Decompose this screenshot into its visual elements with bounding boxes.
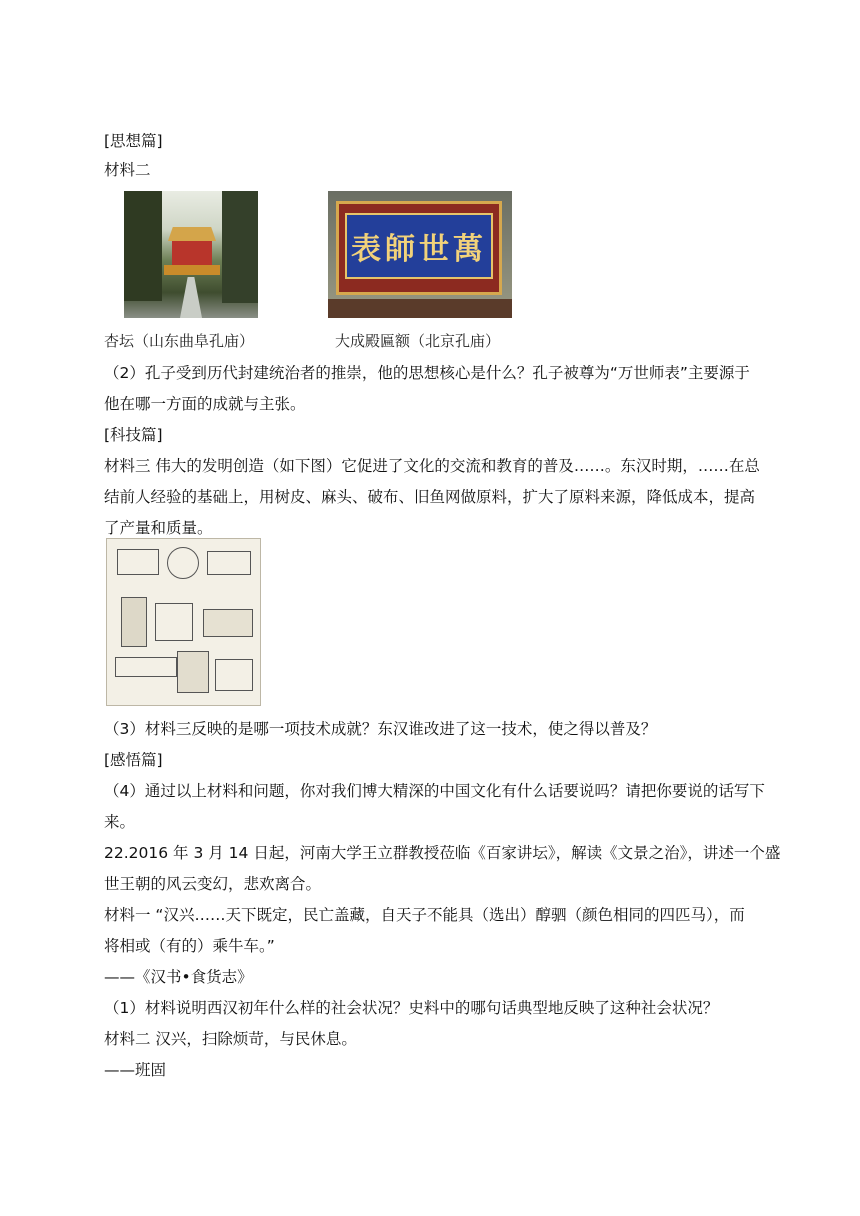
material-label: 材料二 xyxy=(104,161,151,179)
papermaking-illustration xyxy=(106,538,261,706)
material-1-line-1: 材料一 “汉兴……天下既定，民亡盖藏，自天子不能具（选出）醇驷（颜色相同的四匹马），而 xyxy=(104,906,745,924)
question-3: （3）材料三反映的是哪一项技术成就？东汉谁改进了这一技术，使之得以普及？ xyxy=(104,720,657,738)
material-3-line-1: 材料三 伟大的发明创造（如下图）它促进了文化的交流和教育的普及……。东汉时期，……在总 xyxy=(104,457,760,475)
section-heading-technology: [科技篇] xyxy=(104,426,163,444)
question-2-line-2: 他在哪一方面的成就与主张。 xyxy=(104,395,306,413)
material-2: 材料二 汉兴，扫除烦苛，与民休息。 xyxy=(104,1030,357,1048)
xingtan-caption: 杏坛（山东曲阜孔庙） xyxy=(104,332,255,350)
plaque-caption: 大成殿匾额（北京孔庙） xyxy=(335,332,501,350)
material-3-line-2: 结前人经验的基础上，用树皮、麻头、破布、旧鱼网做原料，扩大了原料来源，降低成本，提高 xyxy=(104,488,756,506)
dacheng-plaque-photo xyxy=(328,191,512,318)
section-heading-thought: [思想篇] xyxy=(104,132,163,150)
material-2-source: ——班固 xyxy=(104,1061,167,1079)
material-1-source: ——《汉书•食货志》 xyxy=(104,968,253,986)
question-2-line-1: （2）孔子受到历代封建统治者的推崇，他的思想核心是什么？孔子被尊为“万世师表”主要源于 xyxy=(104,364,750,382)
material-3-line-3: 了产量和质量。 xyxy=(104,519,213,537)
question-22-1: （1）材料说明西汉初年什么样的社会状况？史料中的哪句话典型地反映了这种社会状况？ xyxy=(104,999,719,1017)
material-1-line-2: 将相或（有的）乘牛车。” xyxy=(104,937,275,955)
question-22-line-1: 22.2016 年 3 月 14 日起，河南大学王立群教授莅临《百家讲坛》，解读《文景之治》，讲述一个盛 xyxy=(104,844,781,862)
section-heading-reflection: [感悟篇] xyxy=(104,751,163,769)
question-4-line-1: （4）通过以上材料和问题，你对我们博大精深的中国文化有什么话要说吗？请把你要说的话写下 xyxy=(104,782,765,800)
question-22-line-2: 世王朝的风云变幻，悲欢离合。 xyxy=(104,875,322,893)
question-4-line-2: 来。 xyxy=(104,813,136,831)
plaque-inscription: 表師世萬 xyxy=(345,213,493,279)
xingtan-temple-photo xyxy=(124,191,258,318)
